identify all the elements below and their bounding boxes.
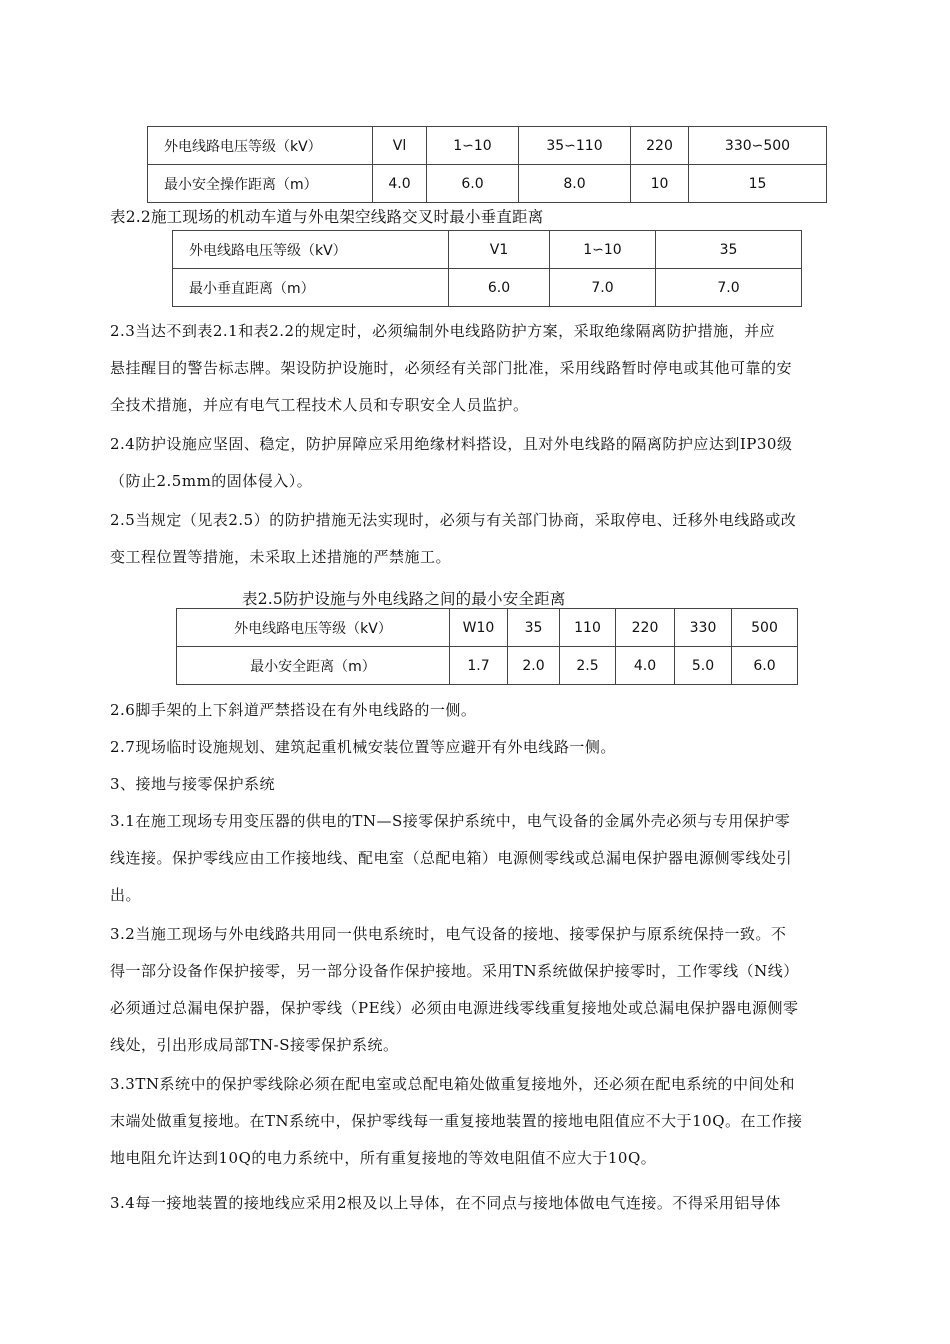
text-line: （防止2.5mm的固体侵入）。 [110, 472, 313, 490]
text-line: 2.6脚手架的上下斜道严禁搭设在有外电线路的一侧。 [110, 701, 477, 719]
table-cell: Vl [373, 127, 427, 165]
text-line: 2.7现场临时设施规划、建筑起重机械安装位置等应避开有外电线路一侧。 [110, 738, 616, 756]
text-line: 2.5当规定（见表2.5）的防护措施无法实现时，必须与有关部门协商，采取停电、迁移外电线路或改 [110, 511, 797, 529]
table-cell: 35 [656, 231, 802, 269]
table-cell: 220 [616, 609, 675, 647]
text-line: 全技术措施，并应有电气工程技术人员和专职安全人员监护。 [110, 396, 529, 414]
text-line: 变工程位置等措施，未采取上述措施的严禁施工。 [110, 548, 452, 566]
table-cell: 最小垂直距离（m） [173, 269, 449, 307]
table-cell: 6.0 [449, 269, 550, 307]
table-cell: 6.0 [427, 165, 519, 203]
table-cell: 35∽110 [519, 127, 631, 165]
text-line: 末端处做重复接地。在TN系统中，保护零线每一重复接地装置的接地电阻值应不大于10Q。在工作接 [110, 1112, 803, 1130]
table-cell: 1∽10 [427, 127, 519, 165]
table-cell: 2.5 [560, 647, 616, 685]
paragraph-3-3 [110, 1066, 862, 1177]
text-line: 线连接。保护零线应由工作接地线、配电室（总配电箱）电源侧零线或总漏电保护器电源侧零线处引 [110, 849, 793, 867]
table-2-5-caption: 表2.5防护设施与外电线路之间的最小安全距离 [242, 590, 566, 608]
paragraph-2-7 [110, 729, 862, 766]
table-cell: 最小安全操作距离（m） [148, 165, 373, 203]
table-cell: 1∽10 [550, 231, 656, 269]
table-cell: 330 [675, 609, 732, 647]
paragraph-2-6 [110, 692, 862, 729]
table-row [177, 647, 798, 685]
table-header-row [173, 231, 802, 269]
table-cell: 500 [732, 609, 798, 647]
table-cell: 1.7 [450, 647, 508, 685]
table-2-5 [176, 608, 798, 685]
text-line: 3.2当施工现场与外电线路共用同一供电系统时，电气设备的接地、接零保护与原系统保持一致。不 [110, 925, 787, 943]
table-row [148, 165, 827, 203]
table-2-1 [147, 126, 827, 203]
paragraph-3-1 [110, 803, 862, 914]
text-line: 2.4防护设施应坚固、稳定，防护屏障应采用绝缘材料搭设，且对外电线路的隔离防护应达到IP30级 [110, 435, 793, 453]
table-cell: 外电线路电压等级（kV） [177, 609, 450, 647]
text-line: 地电阻允许达到10Q的电力系统中，所有重复接地的等效电阻值不应大于10Q。 [110, 1149, 657, 1167]
table-cell: 5.0 [675, 647, 732, 685]
table-cell: 330∽500 [689, 127, 827, 165]
text-line: 3.4每一接地装置的接地线应采用2根及以上导体，在不同点与接地体做电气连接。不得采用铝导体 [110, 1194, 781, 1212]
text-line: 得一部分设备作保护接零，另一部分设备作保护接地。采用TN系统做保护接零时，工作零线（N线） [110, 962, 799, 980]
table-row [173, 269, 802, 307]
text-line: 3.1在施工现场专用变压器的供电的TN—S接零保护系统中，电气设备的金属外壳必须与专用保护零 [110, 812, 791, 830]
table-cell: 外电线路电压等级（kV） [148, 127, 373, 165]
table-cell: V1 [449, 231, 550, 269]
text-line: 线处，引出形成局部TN-S接零保护系统。 [110, 1036, 399, 1054]
table-cell: 2.0 [508, 647, 560, 685]
paragraph-3-4 [110, 1185, 862, 1222]
table-2-2-caption: 表2.2施工现场的机动车道与外电架空线路交叉时最小垂直距离 [110, 208, 544, 226]
table-cell: 220 [631, 127, 689, 165]
table-cell: 15 [689, 165, 827, 203]
table-cell: 4.0 [373, 165, 427, 203]
text-line: 必须通过总漏电保护器，保护零线（PE线）必须由电源进线零线重复接地处或总漏电保护器电源侧零 [110, 999, 799, 1017]
table-cell: 7.0 [550, 269, 656, 307]
table-cell: 外电线路电压等级（kV） [173, 231, 449, 269]
paragraph-2-5 [110, 502, 862, 576]
text-line: 出。 [110, 886, 142, 904]
section-heading-3 [110, 766, 862, 803]
table-header-row [177, 609, 798, 647]
paragraph-3-2 [110, 916, 862, 1064]
table-2-2 [172, 230, 802, 307]
text-line: 3、接地与接零保护系统 [110, 775, 276, 793]
table-cell: 110 [560, 609, 616, 647]
table-cell: 7.0 [656, 269, 802, 307]
text-line: 3.3TN系统中的保护零线除必须在配电室或总配电箱处做重复接地外，还必须在配电系统的中间处和 [110, 1075, 795, 1093]
table-cell: 10 [631, 165, 689, 203]
table-header-row [148, 127, 827, 165]
paragraph-2-3 [110, 313, 862, 424]
paragraph-2-4 [110, 426, 862, 500]
text-line: 2.3当达不到表2.1和表2.2的规定时，必须编制外电线路防护方案，采取绝缘隔离防护措施，并应 [110, 322, 776, 340]
table-cell: 8.0 [519, 165, 631, 203]
table-cell: 4.0 [616, 647, 675, 685]
table-cell: W10 [450, 609, 508, 647]
table-cell: 6.0 [732, 647, 798, 685]
table-cell: 最小安全距离（m） [177, 647, 450, 685]
table-cell: 35 [508, 609, 560, 647]
text-line: 悬挂醒目的警告标志牌。架设防护设施时，必须经有关部门批准，采用线路暂时停电或其他可靠的安 [110, 359, 793, 377]
